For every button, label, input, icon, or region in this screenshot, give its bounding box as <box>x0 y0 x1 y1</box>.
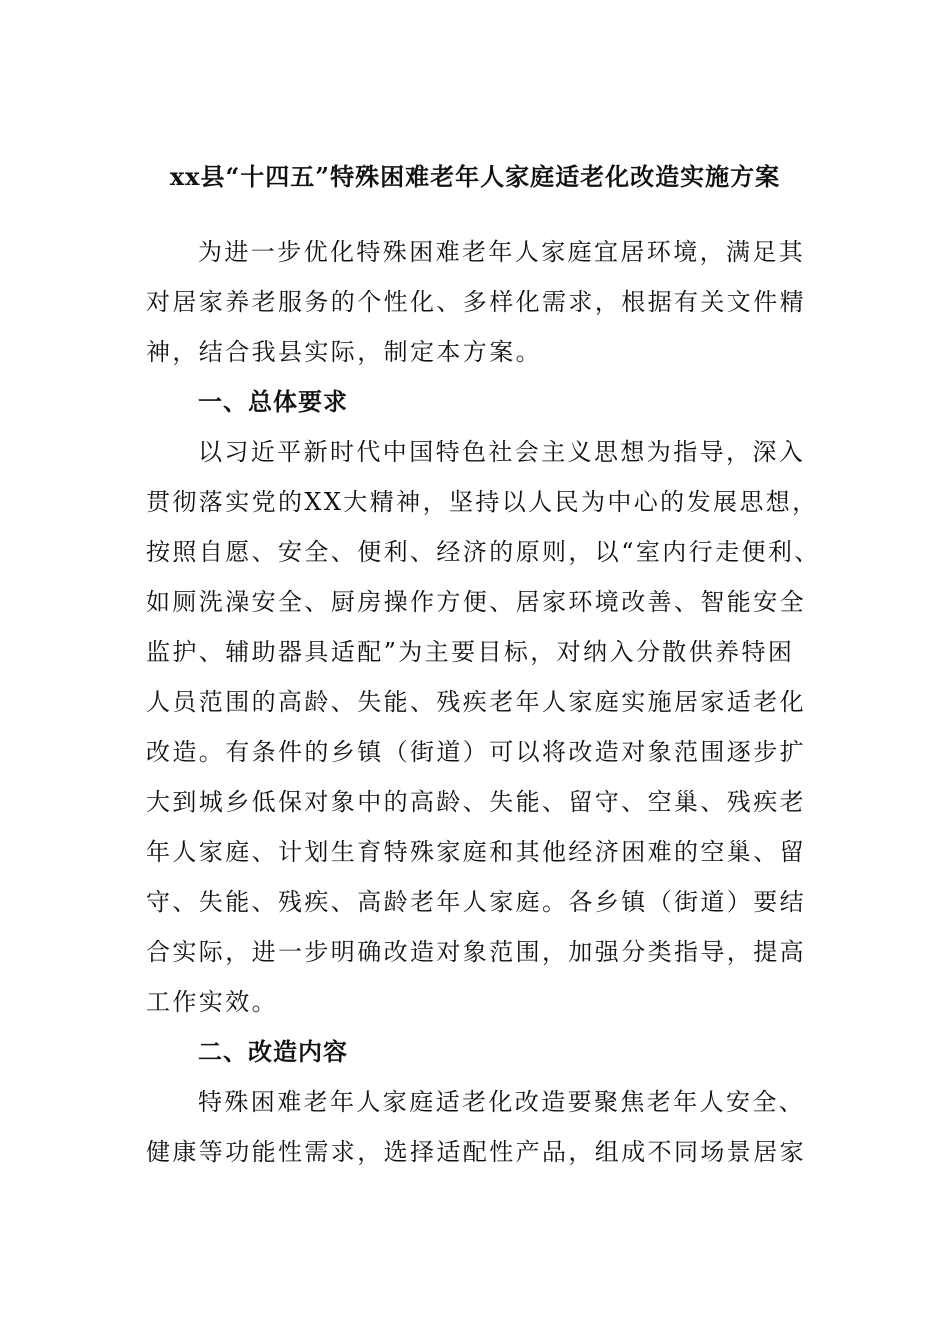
section-heading: 二、改造内容 <box>198 1037 348 1066</box>
paragraph-line: 为进一步优化特殊困难老年人家庭宜居环境，满足其 <box>198 238 806 266</box>
paragraph-line: 贯彻落实党的XX大精神，坚持以人民为中心的发展思想， <box>146 488 819 516</box>
paragraph-line: 如厕洗澡安全、厨房操作方便、居家环境改善、智能安全 <box>146 588 806 616</box>
paragraph-line: 改造。有条件的乡镇（街道）可以将改造对象范围逐步扩 <box>146 738 806 766</box>
paragraph-line: 工作实效。 <box>146 988 278 1016</box>
paragraph-line: 监护、辅助器具适配”为主要目标，对纳入分散供养特困 <box>146 638 795 666</box>
paragraph-line: 守、失能、残疾、高龄老年人家庭。各乡镇（街道）要结 <box>146 888 806 916</box>
paragraph-line: 特殊困难老年人家庭适老化改造要聚焦老年人安全、 <box>198 1088 806 1116</box>
paragraph-line: 对居家养老服务的个性化、多样化需求，根据有关文件精 <box>146 288 806 316</box>
section-heading: 一、总体要求 <box>198 387 348 416</box>
paragraph-line: 年人家庭、计划生育特殊家庭和其他经济困难的空巢、留 <box>146 838 806 866</box>
paragraph-line: 人员范围的高龄、失能、残疾老年人家庭实施居家适老化 <box>146 688 806 716</box>
document-title: xx县“十四五”特殊困难老年人家庭适老化改造实施方案 <box>169 162 781 191</box>
paragraph-line: 神，结合我县实际，制定本方案。 <box>146 338 542 366</box>
paragraph-line: 合实际，进一步明确改造对象范围，加强分类指导，提高 <box>146 938 806 966</box>
paragraph-line: 健康等功能性需求，选择适配性产品，组成不同场景居家 <box>146 1138 806 1166</box>
paragraph-line: 以习近平新时代中国特色社会主义思想为指导，深入 <box>198 438 806 466</box>
paragraph-line: 按照自愿、安全、便利、经济的原则，以“室内行走便利、 <box>146 538 821 566</box>
paragraph-line: 大到城乡低保对象中的高龄、失能、留守、空巢、残疾老 <box>146 788 806 816</box>
document-body <box>146 227 821 1177</box>
